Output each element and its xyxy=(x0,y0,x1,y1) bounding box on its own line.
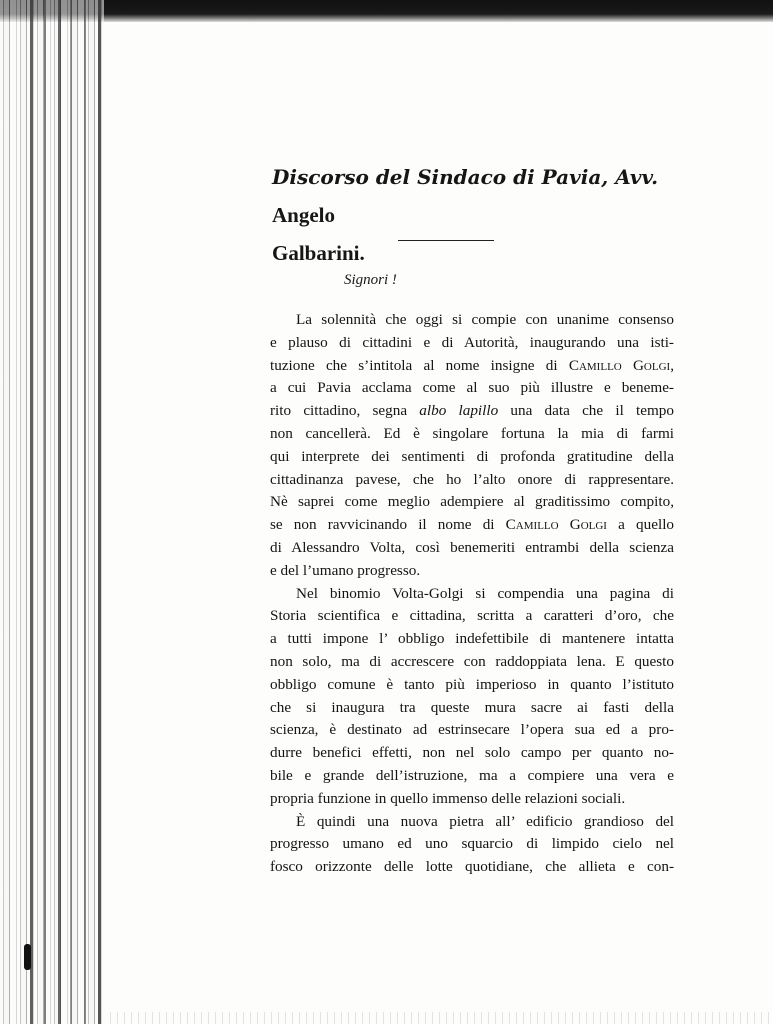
text-line: che si inaugura tra queste mura sacre ai fasti della xyxy=(270,698,674,716)
text-line xyxy=(270,400,674,423)
binding-line xyxy=(98,0,101,1024)
text-line: È quindi una nuova pietra all’ edificio grandioso del xyxy=(296,812,674,830)
name-golgi: Camillo Golgi xyxy=(568,356,671,374)
text-line: obbligo comune è tanto più imperioso in quanto l’istituto xyxy=(270,675,674,693)
text-line: non cancellerà. Ed è singolare fortuna la mia di farmi xyxy=(270,424,674,442)
binding-line xyxy=(58,0,61,1024)
text-line: e del l’umano progresso. xyxy=(270,561,421,579)
text-line: qui interprete dei sentimenti di profonda gratitudine della xyxy=(270,447,674,465)
binding-line xyxy=(70,0,72,1024)
scan-top-edge xyxy=(0,0,773,22)
text-fragment: a quello xyxy=(606,516,675,534)
text-line: bile e grande dell’istruzione, ma a compiere una vera e xyxy=(270,766,674,784)
text-line: fosco orizzonte delle lotte quotidiane, che allieta e con- xyxy=(270,858,674,876)
text-line: non solo, ma di accrescere con raddoppiata lena. E questo xyxy=(270,652,674,670)
paragraph-1 xyxy=(270,309,674,583)
binding-ink-mark xyxy=(24,944,31,970)
scan-bottom-edge xyxy=(104,1012,773,1024)
text-line xyxy=(270,514,674,537)
text-line: Nè saprei come meglio adempiere al graditissimo compito, xyxy=(270,493,674,511)
text-line: cittadinanza pavese, che ho l’alto onore di rappresentare. xyxy=(270,470,674,488)
latin-phrase: albo lapillo xyxy=(419,402,499,420)
text-line: durre benefici effetti, non nel solo campo per quanto no- xyxy=(270,744,674,762)
text-line: e plauso di cittadini e di Autorità, inaugurando una isti- xyxy=(270,333,674,351)
speech-body xyxy=(270,309,674,879)
text-line: propria funzione in quello immenso delle relazioni sociali. xyxy=(270,789,626,807)
binding-line xyxy=(84,0,86,1024)
binding-line xyxy=(30,0,33,1024)
text-line: Storia scientifica e cittadina, scritta a caratteri d’oro, che xyxy=(270,607,674,625)
text-line xyxy=(270,355,674,378)
text-line: La solennità che oggi si compie con unanime consenso xyxy=(296,311,674,328)
name-golgi: Camillo Golgi xyxy=(505,516,607,534)
text-fragment: , xyxy=(670,356,674,374)
title-name-first: Angelo xyxy=(272,203,335,227)
salutation: Signori ! xyxy=(344,272,397,288)
book-binding-edge xyxy=(0,0,104,1024)
text-line: a tutti impone l’ obbligo indefettibile di mantenere intatta xyxy=(270,630,674,648)
text-line: a cui Pavia acclama come al suo più illustre e beneme- xyxy=(270,379,674,397)
paragraph-2 xyxy=(270,583,674,811)
speech-title xyxy=(272,158,692,272)
text-fragment: se non ravvicinando il nome di xyxy=(270,516,506,534)
text-fragment: rito cittadino, segna xyxy=(270,402,420,420)
text-line: di Alessandro Volta, così benemeriti entrambi della scienza xyxy=(270,538,674,556)
text-line: scienza, è destinato ad estrinsecare l’opera sua ed a pro- xyxy=(270,721,674,739)
title-divider xyxy=(398,240,494,241)
paragraph-3 xyxy=(270,811,674,879)
binding-line xyxy=(44,0,46,1024)
text-line: progresso umano ed uno squarcio di limpido cielo nel xyxy=(270,835,674,853)
text-line: Nel binomio Volta-Golgi si compendia una pagina di xyxy=(296,584,674,602)
text-fragment: una data che il tempo xyxy=(498,402,674,420)
text-fragment: tuzione che s’intitola al nome insigne di xyxy=(270,356,569,374)
title-italic: Discorso del Sindaco di Pavia, Avv. xyxy=(272,165,659,189)
title-name-last: Galbarini. xyxy=(272,241,365,265)
